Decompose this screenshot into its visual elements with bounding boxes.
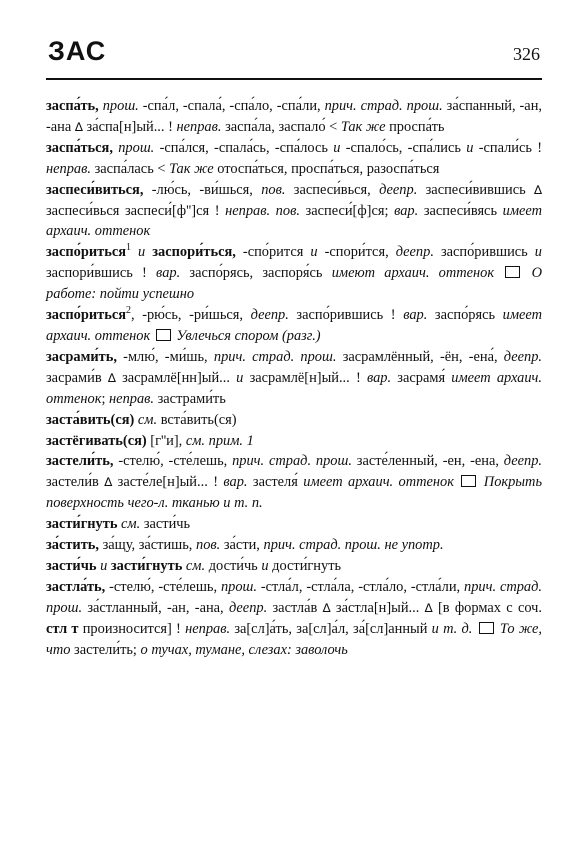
dictionary-entry [46, 451, 542, 514]
grammar-label: неправ. [176, 118, 222, 135]
grammar-label: и [534, 244, 542, 261]
grammar-label: вар. [403, 307, 428, 324]
dictionary-entry [46, 556, 542, 577]
entry-text: застрами́ть [154, 390, 226, 407]
triangle-mark-icon: ∆ [107, 370, 116, 385]
entry-text: за́спа[н]ый... ! [82, 118, 177, 135]
headword: заспори́ться, [152, 244, 236, 261]
grammar-label: прич. страд. прош. [46, 578, 542, 616]
triangle-mark-icon: ∆ [424, 600, 433, 615]
entry-text: за́стла[н]ый... [330, 599, 425, 616]
dictionary-entry [46, 535, 542, 556]
entry-text: заспори́вшись ! [46, 265, 157, 282]
entry-text: за[сл]а́ть, за[сл]а́л, за́[сл]анный [230, 620, 432, 637]
grammar-label: Так же [169, 160, 214, 177]
triangle-mark-icon: ∆ [322, 600, 331, 615]
homonym-number: 2 [126, 305, 131, 317]
grammar-label: деепр. [503, 453, 543, 470]
entry-text: застеля́ [247, 474, 304, 491]
headword: заспо́риться [46, 307, 126, 324]
entry-text: произносится] ! [78, 620, 186, 637]
entry-text: засрами́в [46, 369, 108, 386]
page-number: 326 [513, 44, 540, 64]
entry-text: за́щу, за́стишь, [99, 537, 197, 554]
grammar-label: деепр. [503, 348, 542, 365]
entry-text: заспеси́вься заспеси́[ф'']ся ! [46, 202, 226, 219]
entry-text: -спа́лся, -спала́сь, -спа́лось [154, 139, 334, 156]
grammar-label: прич. страд. прош. [232, 453, 352, 470]
headword: застёгивать(ся) [46, 432, 147, 449]
headword: заспеси́виться, [46, 181, 144, 198]
entry-text [454, 474, 459, 490]
entry-text: застели́в [46, 474, 105, 491]
entry-text: -спало́сь, -спа́лись [340, 139, 467, 156]
dictionary-entry [46, 410, 542, 431]
dictionary-entry [46, 305, 542, 347]
headword: засти́чь [46, 557, 97, 574]
dictionary-entry [46, 577, 542, 661]
headword: заспа́ть, [46, 98, 99, 114]
entry-text: заспеси́[ф]ся; [299, 202, 395, 219]
grammar-label: прич. страд. прош. [324, 98, 443, 114]
entry-text: засте́ле[н]ый... ! [112, 474, 224, 491]
grammar-label: Покрыть поверхность чего-л. тканью и т. п. [46, 474, 542, 512]
grammar-label: и [138, 244, 146, 261]
entry-text: -спо́рится [235, 244, 311, 261]
grammar-label: имеют архаич. оттенок [331, 265, 495, 282]
entry-text: за́сти, [220, 537, 264, 554]
grammar-label: и [333, 139, 341, 156]
triangle-mark-icon: ∆ [533, 182, 542, 197]
entry-text: заспеси́вясь [418, 202, 503, 219]
entry-text: засрамя́ [391, 369, 452, 386]
grammar-label: неправ. [185, 620, 231, 637]
entry-text: за́спанный, -ан, -ана [46, 98, 542, 135]
grammar-label: и [261, 557, 269, 574]
entry-text [494, 265, 503, 281]
meaning-box-icon [505, 266, 520, 278]
grammar-label: имеет архаич. оттенок [46, 369, 542, 407]
entry-text: проспа́ть [385, 118, 445, 135]
dictionary-entry [46, 347, 542, 410]
entry-text: -спали́сь ! [473, 139, 543, 156]
grammar-label: То же, что [46, 620, 542, 658]
entry-text [131, 244, 138, 260]
grammar-label: имеет архаич. оттенок [46, 307, 542, 344]
grammar-label: см. прим. 1 [185, 432, 254, 449]
grammar-label: Так же [340, 118, 386, 135]
header-rule [46, 78, 542, 80]
entry-text: засрамлё[н]ый... ! [243, 369, 367, 386]
entry-list [46, 96, 542, 660]
grammar-label: имеет архаич. оттенок [46, 202, 542, 240]
entry-text: засти́чь [140, 516, 191, 533]
entry-text: дости́гнуть [268, 557, 342, 574]
headword: засрами́ть, [46, 348, 117, 365]
headword: застели́ть, [46, 453, 114, 470]
grammar-label: вар. [394, 202, 419, 219]
entry-text: дости́чь [205, 557, 262, 574]
grammar-label: прош. [220, 578, 257, 595]
grammar-label: см. [121, 516, 141, 533]
grammar-label: и [100, 557, 108, 574]
entry-text: засрамлённый, -ён, -ена́, [336, 348, 504, 365]
dictionary-entry [46, 431, 542, 452]
grammar-label: деепр. [250, 307, 289, 324]
dictionary-entry [46, 96, 542, 138]
grammar-label: и [236, 369, 244, 386]
triangle-mark-icon: ∆ [104, 475, 113, 490]
entry-text: заспа́ла, заспало́ < [221, 118, 341, 135]
entry-text: заспо́рясь, заспоря́сь [180, 265, 332, 282]
entry-text [472, 621, 476, 637]
entry-text: заспо́рившись ! [288, 307, 404, 324]
entry-text: застели́ть; [70, 641, 141, 658]
grammar-label: вар. [223, 474, 248, 491]
grammar-label: вар. [156, 265, 181, 282]
entry-text: [в формах с соч. [432, 599, 543, 616]
grammar-label: см. [137, 411, 158, 428]
entry-text: заспо́рившись [433, 244, 535, 261]
entry-text: -спа́л, -спала́, -спа́ло, -спа́ли, [138, 98, 325, 114]
grammar-label: О работе: пойти успешно [46, 265, 542, 303]
dictionary-entry [46, 138, 542, 180]
entry-text: заспеси́вившись [417, 181, 534, 198]
entry-text: засрамлё[нн]ый... [115, 369, 237, 386]
headword: заспа́ться, [46, 139, 113, 156]
triangle-mark-icon: ∆ [74, 119, 83, 134]
entry-text: -спори́тся, [317, 244, 396, 261]
entry-text: -стла́л, -стла́ла, -стла́ло, -стла́ли, [257, 578, 465, 595]
entry-text: засте́ленный, -ен, -ена, [351, 453, 504, 470]
grammar-label: прош. [102, 98, 139, 114]
dictionary-entry [46, 514, 542, 535]
headword: заспо́риться [46, 244, 126, 261]
grammar-label: неправ. [46, 160, 91, 177]
running-head: ЗАС [48, 36, 107, 66]
grammar-label: пов. [196, 537, 221, 554]
grammar-label: прич. страд. прош. не употр. [263, 537, 444, 554]
grammar-label: и [466, 139, 474, 156]
entry-text: заспеси́вься, [285, 181, 380, 198]
entry-text: заспо́рясь [427, 307, 503, 324]
grammar-label: имеет архаич. оттенок [303, 474, 454, 491]
entry-text: -лю́сь, -ви́шься, [143, 181, 262, 198]
meaning-box-icon [461, 475, 476, 487]
entry-text: [г''и], [146, 432, 186, 449]
grammar-label: неправ. [109, 390, 155, 407]
grammar-label: пов. [261, 181, 286, 198]
headword: засти́гнуть [46, 516, 118, 533]
dictionary-entry [46, 242, 542, 305]
entry-text: -стелю́, -сте́лешь, [113, 453, 233, 470]
headword: стл т [46, 620, 79, 637]
grammar-label: см. [185, 557, 206, 574]
grammar-label: прош. [118, 139, 155, 156]
headword: засти́гнуть [110, 557, 183, 574]
grammar-label: и т. д. [431, 620, 473, 637]
entry-text: отоспа́ться, проспа́ться, разоспа́ться [213, 160, 440, 177]
page-header [48, 36, 540, 67]
entry-text: застла́в [267, 599, 323, 616]
entry-text: ; [101, 390, 110, 407]
entry-text [522, 265, 531, 281]
grammar-label: неправ. пов. [225, 202, 300, 219]
headword: застла́ть, [46, 578, 106, 595]
meaning-box-icon [479, 622, 494, 634]
entry-text: , -рю́сь, -ри́шься, [131, 307, 251, 324]
entry-text: вста́вить(ся) [157, 411, 237, 428]
meaning-box-icon [156, 329, 171, 341]
grammar-label: о тучах, тумане, слезах: заволочь [140, 641, 348, 658]
entry-text: за́стланный, -ан, -ана, [82, 599, 229, 616]
entry-text: -стелю́, -сте́лешь, [105, 578, 221, 595]
entry-text: -млю́, -ми́шь, [116, 348, 214, 365]
grammar-label: и [310, 244, 318, 261]
grammar-label: Увлечься спором (разг.) [176, 327, 321, 344]
grammar-label: деепр. [228, 599, 268, 616]
grammar-label: деепр. [379, 181, 418, 198]
headword: заста́вить(ся) [46, 411, 135, 428]
entry-text [150, 328, 154, 344]
entry-text: заспа́лась < [90, 160, 170, 177]
grammar-label: вар. [366, 369, 392, 386]
homonym-number: 1 [126, 242, 131, 254]
grammar-label: прич. страд. прош. [213, 348, 337, 365]
dictionary-entry [46, 180, 542, 243]
grammar-label: деепр. [395, 244, 434, 261]
headword: за́стить, [46, 537, 100, 554]
